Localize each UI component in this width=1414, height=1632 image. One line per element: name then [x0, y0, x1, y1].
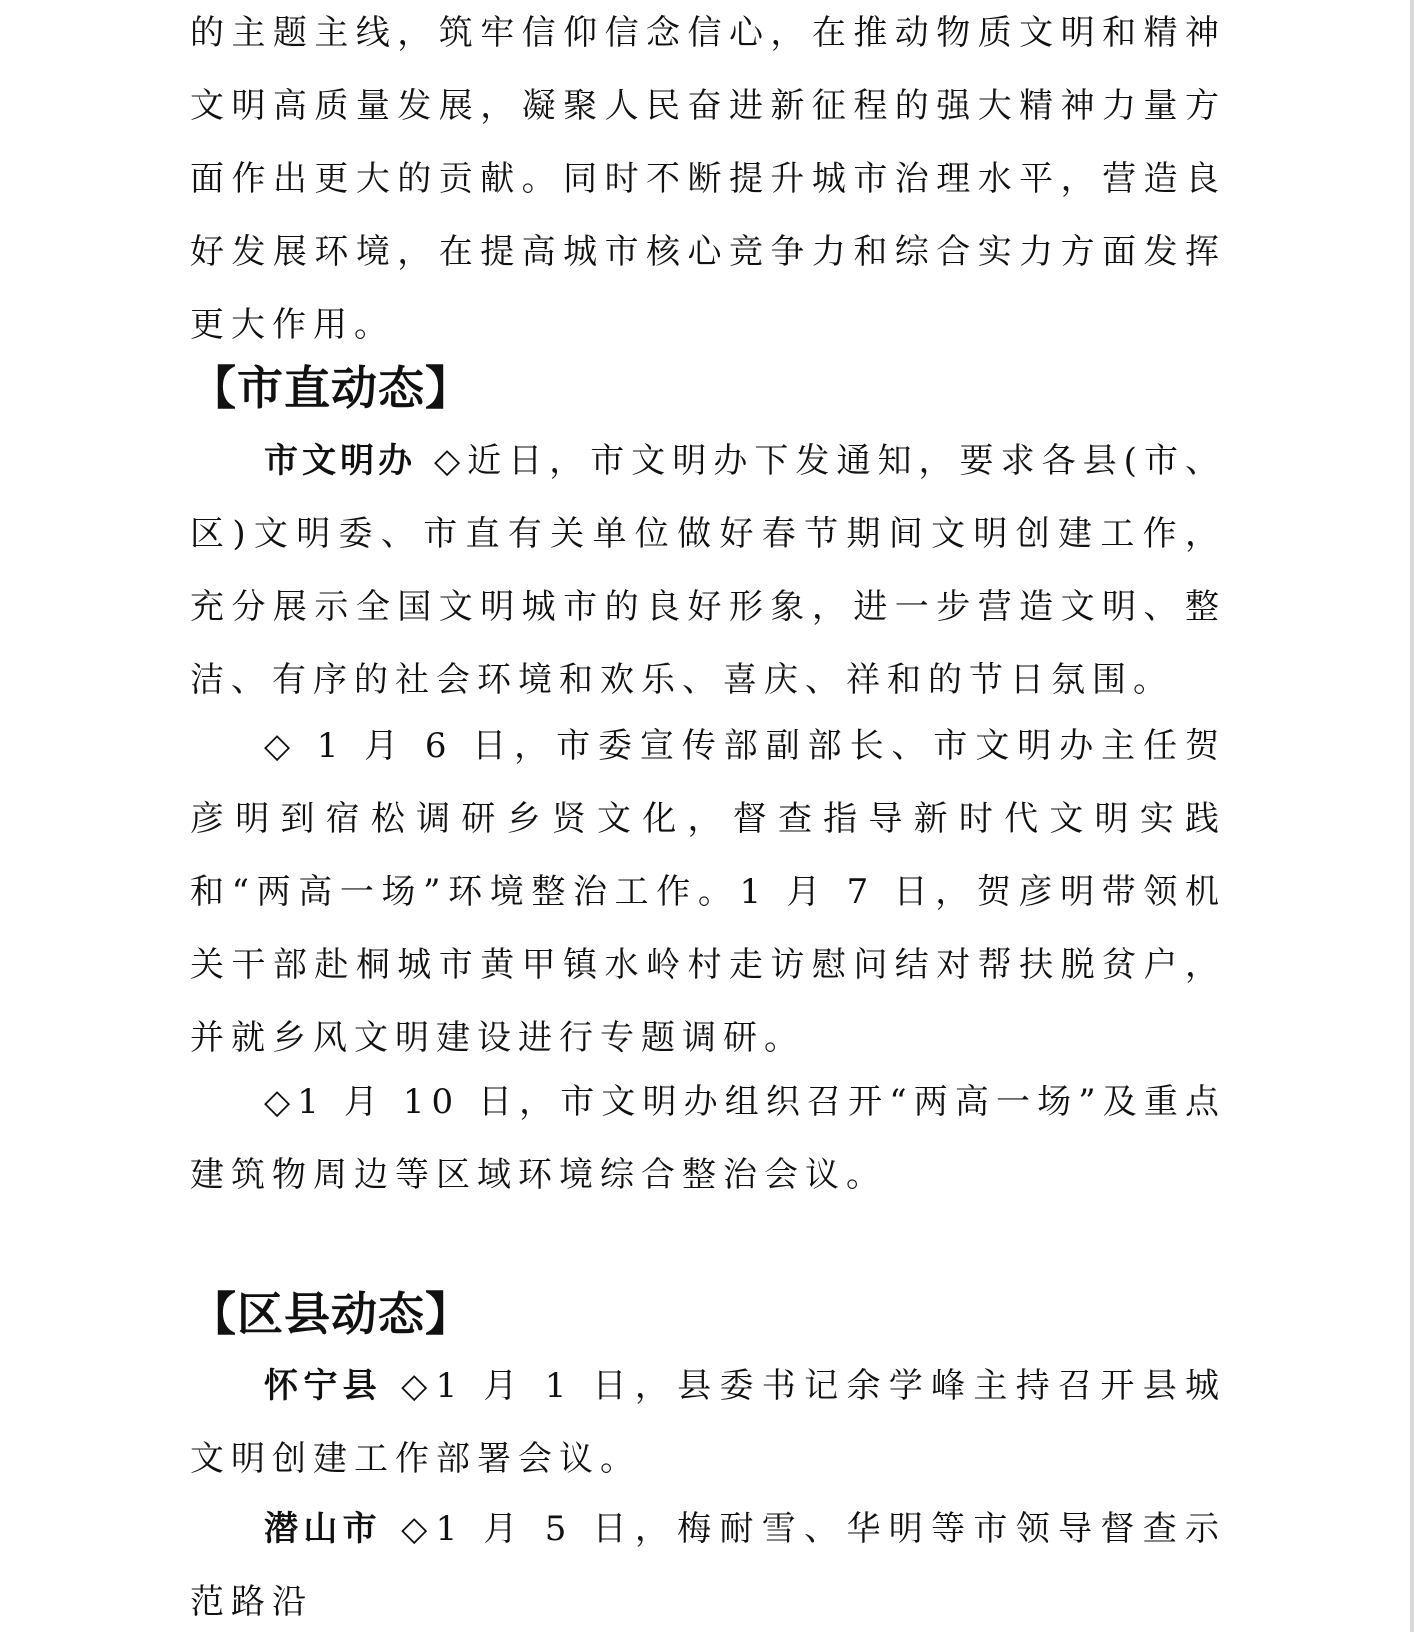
city-item-jan10 — [190, 1066, 1226, 1212]
item-text: ◇1 月 10 日，市文明办组织召开“两高一场”及重点建筑物周边等区域环境综合整治会议。 — [190, 1082, 1226, 1195]
page-edge-divider — [1410, 0, 1414, 1632]
item-text: ◇近日，市文明办下发通知，要求各县(市、区)文明委、市直有关单位做好春节期间文明创建工作，充分展示全国文明城市的良好形象，进一步营造文明、整洁、有序的社会环境和欢乐、喜庆、祥和的节日氛围。 — [190, 441, 1227, 700]
org-name: 潜山市 — [264, 1509, 382, 1549]
city-item-wenmingban — [190, 425, 1226, 717]
city-item-jan6 — [190, 710, 1226, 1075]
intro-text: 的主题主线，筑牢信仰信念信心，在推动物质文明和精神文明高质量发展，凝聚人民奋进新征程的强大精神力量方面作出更大的贡献。同时不断提升城市治理水平，营造良好发展环境，在提高城市核心竞争力和综合实力方面发挥更大作用。 — [190, 13, 1226, 345]
intro-paragraph — [190, 0, 1226, 362]
item-text: ◇1 月 1 日，县委书记余学峰主持召开县城文明创建工作部署会议。 — [190, 1366, 1227, 1479]
org-name: 市文明办 — [264, 441, 417, 481]
county-section-heading: 【区县动态】 — [190, 1287, 472, 1341]
county-item-qianshan — [190, 1493, 1226, 1632]
city-section-heading: 【市直动态】 — [190, 361, 472, 415]
county-item-huaining — [190, 1350, 1226, 1496]
org-name: 怀宁县 — [264, 1366, 382, 1406]
item-text: ◇ 1 月 6 日，市委宣传部副部长、市文明办主任贺彦明到宿松调研乡贤文化，督查指导新时代文明实践和“两高一场”环境整治工作。1 月 7 日，贺彦明带领机关干部赴桐城市黄甲镇水岭村走访慰问结对帮扶脱贫户，并就乡风文明建设进行专题调研。 — [190, 726, 1226, 1058]
item-text: ◇1 月 5 日，梅耐雪、华明等市领导督查示范路沿 — [190, 1509, 1226, 1622]
